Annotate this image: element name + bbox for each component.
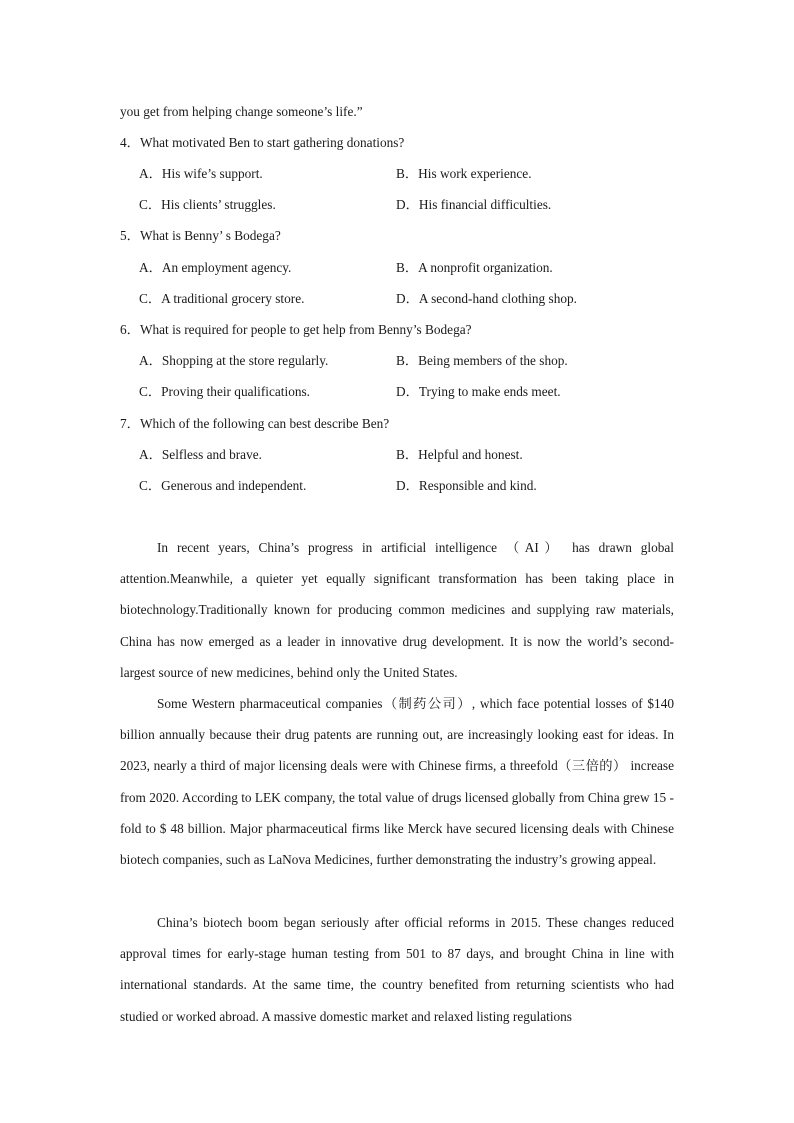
question-5-stem: 5．What is Benny’ s Bodega? [120, 228, 281, 243]
question-4-option-a: A．His wife’s support. [139, 166, 263, 181]
question-4-option-d: D．His financial difficulties. [396, 197, 552, 212]
question-4-option-c: C．His clients’ struggles. [139, 197, 276, 212]
question-4-option-b: B．His work experience. [396, 166, 532, 181]
question-6-option-a: A．Shopping at the store regularly. [139, 353, 329, 368]
question-7-option-c: C．Generous and independent. [139, 478, 307, 493]
question-5-option-a: A．An employment agency. [139, 260, 292, 275]
question-5-option-b: B．A nonprofit organization. [396, 260, 553, 275]
passage-paragraph-1: In recent years, China’s progress in artificial intelligence （AI） has drawn global attention.Meanwhile, a quieter yet equally significant transformation has been taking place in biotechnology.Traditionally known for producing common medicines and supplying raw materials, China has now emerged as a leader in innovative drug development. It is now the world’s second-largest source of new medicines, behind only the United States. [120, 540, 674, 680]
question-7-option-a: A．Selfless and brave. [139, 447, 262, 462]
passage-paragraph-2: Some Western pharmaceutical companies（制药公司）, which face potential losses of $140 billion annually because their drug patents are running out, are increasingly looking east for ideas. In 2023, nearly a third of major licensing deals were with Chinese firms, a threefold（三倍的） increase from 2020. According to LEK company, the total value of drugs licensed globally from China grew 15 - fold to $ 48 billion. Major pharmaceutical firms like Merck have secured licensing deals with Chinese biotech companies, such as LaNova Medicines, further demonstrating the industry’s growing appeal. [120, 696, 674, 868]
question-6-option-c: C．Proving their qualifications. [139, 384, 310, 399]
passage-paragraph-3: China’s biotech boom began seriously after official reforms in 2015. These changes reduced approval times for early-stage human testing from 501 to 87 days, and brought China in line with international standards. At the same time, the country benefited from returning scientists who had studied or worked abroad. A massive domestic market and relaxed listing regulations [120, 915, 674, 1024]
question-6-option-b: B．Being members of the shop. [396, 353, 568, 368]
question-4-stem: 4．What motivated Ben to start gathering donations? [120, 135, 405, 150]
question-7-option-d: D．Responsible and kind. [396, 478, 537, 493]
question-5-option-d: D．A second-hand clothing shop. [396, 291, 577, 306]
question-6-stem: 6．What is required for people to get help from Benny’s Bodega? [120, 322, 472, 337]
lead-line: you get from helping change someone’s life.” [120, 104, 363, 119]
question-5-option-c: C．A traditional grocery store. [139, 291, 305, 306]
question-7-option-b: B．Helpful and honest. [396, 447, 523, 462]
question-7-stem: 7．Which of the following can best describe Ben? [120, 416, 390, 431]
question-6-option-d: D．Trying to make ends meet. [396, 384, 561, 399]
